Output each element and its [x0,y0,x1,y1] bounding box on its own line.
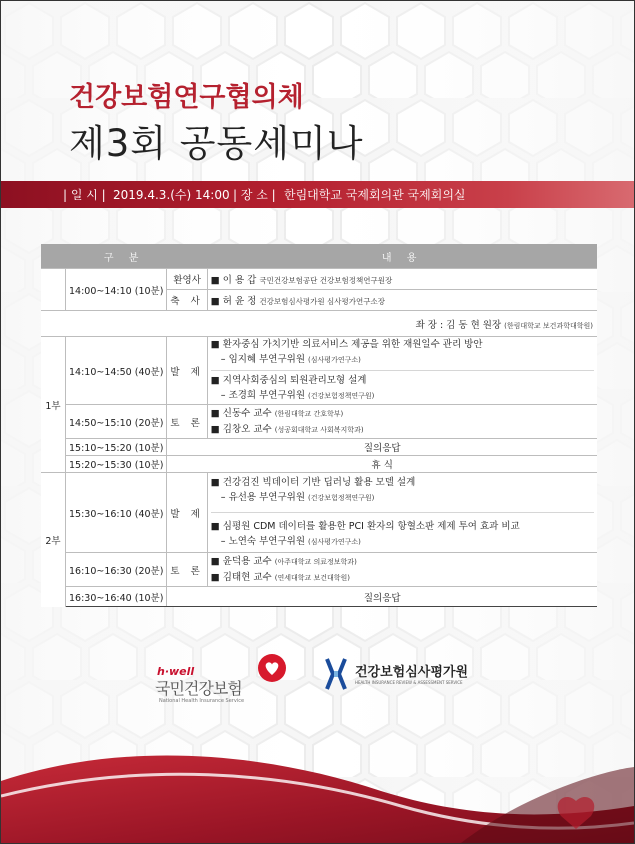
place-value: 한림대학교 국제회의관 국제회의실 [284,188,466,202]
table-row [41,553,597,587]
hira-name: 건강보험심사평가원 [355,665,469,680]
presenter-name: – 조경희 부연구위원 [220,390,306,401]
presenter-name: – 유선용 부연구위원 [220,492,306,503]
header-category: 구 분 [41,244,207,269]
time-cell: 15:30~16:10 (40분) [66,473,167,553]
role-cell: 축 사 [167,290,207,311]
role-cell: 발 제 [167,337,207,405]
place-label: | 장 소 | [233,188,276,202]
hira-emblem-icon [323,657,349,691]
speaker-affiliation: 건강보험심사평가원 심사평가연구소장 [259,297,385,306]
time-cell: 16:30~16:40 (10분) [66,587,167,607]
talk-title: ■ 심평원 CDM 데이터를 활용한 PCI 환자의 항혈소판 제제 투여 효과 비교 [211,512,594,534]
time-cell: 16:10~16:30 (20분) [66,553,167,587]
table-row [41,473,597,553]
table-row [41,587,597,607]
discussant-affiliation: (아주대학교 의료정보학과) [274,557,357,566]
content-cell [207,337,597,405]
hira-logo [323,655,483,705]
part-label: 1부 [41,337,66,473]
discussant-name: ■ 김창오 교수 [210,423,272,435]
discussant-affiliation: (한림대학교 간호학부) [274,409,344,418]
time-cell: 15:10~15:20 (10분) [66,439,167,456]
discussant-name: ■ 김태현 교수 [210,571,272,583]
speaker-name: ■ 허 윤 정 [210,296,257,307]
time-cell: 14:50~15:10 (20분) [66,405,167,439]
decorative-red-wave [1,701,634,843]
date-place-banner [1,181,634,208]
content-cell [207,290,597,311]
chair-cell [41,311,597,337]
time-cell: 14:00~14:10 (10분) [66,269,167,311]
role-cell: 토 론 [167,405,207,439]
nhis-english-name: National Health Insurance Service [159,698,245,704]
talk-title: ■ 환자중심 가치기반 의료서비스 제공을 위한 재원일수 관리 방안 [210,339,483,350]
header-content: 내 용 [207,244,597,269]
schedule-table [41,244,597,607]
table-row [41,337,597,405]
speaker-name: ■ 이 용 갑 [210,275,257,286]
discussant-name: ■ 신동수 교수 [210,407,272,419]
discussant [211,570,594,586]
role-cell: 발 제 [167,473,207,553]
nhis-name: 국민건강보험 [155,679,242,698]
hira-english-name: HEALTH INSURANCE REVIEW & ASSESSMENT SERVICE [355,680,463,685]
discussant [211,422,594,438]
date-value: 2019.4.3.(수) 14:00 [113,188,230,202]
role-cell: 환영사 [167,269,207,290]
time-cell: 14:10~14:50 (40분) [66,337,167,405]
presenter [211,388,594,404]
discussant-affiliation: (연세대학교 보건대학원) [274,573,351,582]
content-cell [207,405,597,439]
discussant [211,406,594,422]
content-cell: 휴 식 [167,456,597,473]
presenter-affiliation: (건강보험정책연구원) [308,494,375,502]
part-label: 2부 [41,473,66,607]
heart-icon [255,653,289,683]
discussant-affiliation: (성공회대학교 사회복지학과) [274,425,364,434]
presenter-name: – 임지혜 부연구위원 [220,354,306,365]
table-row [41,456,597,473]
speaker-affiliation: 국민건강보험공단 건강보험정책연구원장 [259,276,393,285]
presenter-affiliation: (심사평가연구소) [308,356,361,364]
talk-title: ■ 건강검진 빅데이터 기반 딥러닝 활용 모델 설계 [210,477,416,488]
content-cell: 질의응답 [167,439,597,456]
part-cell-opening [41,269,66,311]
content-cell [207,269,597,290]
table-row [41,439,597,456]
chair-affiliation: (한림대학교 보건과학대학원) [504,321,593,330]
event-series-title: 건강보험연구협의체 [69,82,304,113]
content-cell [207,473,597,553]
table-row [41,269,597,290]
presenter-affiliation: (건강보험정책연구원) [308,392,375,400]
presenter [211,490,594,506]
time-cell: 15:20~15:30 (10분) [66,456,167,473]
event-title: 제3회 공동세미나 [69,122,364,165]
discussant [211,554,594,570]
content-cell: 질의응답 [167,587,597,607]
content-cell [207,553,597,587]
date-label: | 일 시 | [63,188,106,202]
presenter-affiliation: (심사평가연구소) [308,538,361,546]
presenter [211,534,594,550]
nhis-tagline: h·well [157,665,195,678]
table-row-chair [41,311,597,337]
table-row [41,405,597,439]
discussant-name: ■ 윤덕용 교수 [210,555,272,567]
talk-title: ■ 지역사회중심의 퇴원관리모형 설계 [211,370,594,388]
presenter-name: – 노연숙 부연구위원 [220,536,306,547]
table-header-row [41,244,597,269]
presenter [211,352,594,368]
chair-name: 좌 장 : 김 동 현 원장 [415,319,502,331]
role-cell: 토 론 [167,553,207,587]
